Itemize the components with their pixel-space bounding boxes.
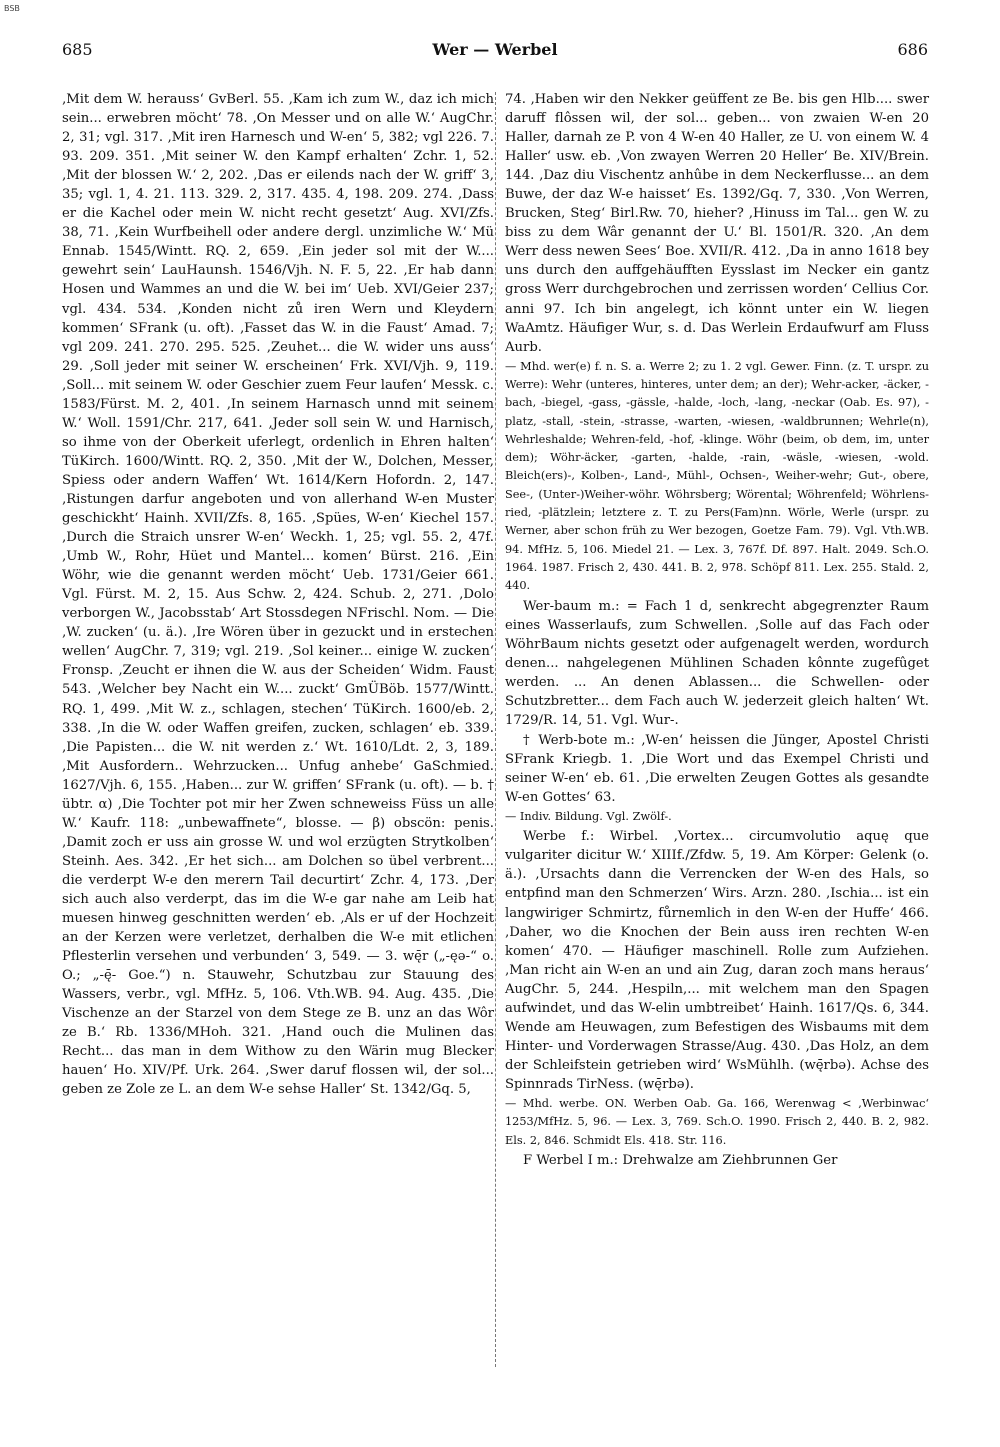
entry-werbe: Werbe f.: Wirbel. ‚Vortex... circumvolutio aquę que vulgariter dicitur W.‘ XIIIf./Zfdw. 5, 19. Am Körper: Gelenk (o. ä.). ‚Ursachts dann die Verrencken der W-en des Hals, so entpfind man den Schmerzen‘ Wirs. Arzn. 280. ‚Ischia... ist ein langwiriger Schmirtz, fůrnemlich in den W-en der Huffe‘ 466. ‚Daher, wo die Knochen der Bein auss iren rechten W-en komen‘ 470. — Häufiger maschinell. Rolle zum Aufziehen. ‚Man richt ain W-en an und ain Zug, daran zoch mans heraus‘ AugChr. 5, 244. ‚Hespiln,... mit welchem man den Spagen aufwindet, und das W-elin umbtreibet‘ Hainh. 1617/Qs. 6, 344. Wende am Heuwagen, zum Befestigen des Wisbaums mit dem Hinter- und Vorderwagen Strasse/Aug. 430. ‚Das Holz, an dem der Schleifstein getrieben wird‘ WsMühlh. (wę̄rbə). Achse des Spinnrads TirNess. (wę̄rbə). [505, 829, 929, 1092]
right-page-number: 686 [897, 40, 928, 59]
entry-werbe-etymology: — Mhd. werbe. ON. Werben Oab. Ga. 166, Werenwag < ‚Werbinwac‘ 1253/MfHz. 5, 96. — Lex. 3, 769. Sch.O. 1990. Frisch 2, 440. B. 2, 982. Els. 2, 846. Schmidt Els. 418. Str. 116. [505, 1096, 929, 1147]
entry-wer-continuation: 74. ‚Haben wir den Nekker geüffent ze Be. bis gen Hlb.... swer daruff flôssen wil, der sol... geben... von zwaien W-en 20 Haller, darnah ze P. von 4 W-en 40 Haller, ze U. von einem W. 4 Haller‘ usw. eb. ‚Von zwayen Werren 20 Heller‘ Be. XIV/Brein. 144. ‚Daz diu Vischentz anhûbe in dem Neckerflusse... an dem Buwe, der daz W-e haisset‘ Es. 1392/Gq. 7, 330. ‚Von Werren, Brucken, Steg‘ Birl.Rw. 70, hieher? ‚Hinuss im Tal... gen W. zu biss zu dem Wâr genannt der U.‘ Bl. 1501/R. 320. ‚An dem Werr dess newen Sees‘ Boe. XVII/R. 412. ‚Da in anno 1618 bey uns durch den auffgehäufften Eysslast im Necker ein gantz gross Werr durchgebrochen und zerrissen worden‘ Cellius Cor. anni 97. Ich bin angelegt, ich könnt unter ein W. liegen WaAmtz. Häufiger Wur, s. d. Das Werlein Erdaufwurf am Fluss Aurb. [505, 92, 929, 355]
entry-werbbote-etymology: — Indiv. Bildung. Vgl. Zwölf-. [505, 810, 672, 824]
library-stamp: BSB [4, 4, 20, 13]
left-column [62, 90, 494, 1100]
right-column [505, 90, 929, 1171]
left-column-text: ‚Mit dem W. herauss‘ GvBerl. 55. ‚Kam ich zum W., daz ich mich sein... erwebren möcht‘ 78. ‚On Messer und on alle W.‘ AugChr. 2, 31; vgl. 317. ‚Mit iren Harnesch und W-en‘ 5, 382; vgl 226. 7. 93. 209. 351. ‚Mit seiner W. den Kampf erhalten‘ Zchr. 1, 52. ‚Mit der blossen W.‘ 2, 202. ‚Das er eilends nach der W. griff‘ 3, 35; vgl. 1, 4. 21. 113. 329. 2, 317. 435. 4, 198. 209. 274. ‚Dass er die Kachel oder mein W. nicht recht gesetzt‘ Aug. XVI/Zfs. 38, 71. ‚Kein Wurfbeihell oder andere dergl. unzimliche W.‘ Mü Ennab. 1545/Wintt. RQ. 2, 659. ‚Ein jeder sol mit der W.... gewehrt sein‘ LauHaunsh. 1546/Vjh. N. F. 5, 22. ‚Er hab dann Hosen und Wammes an und die W. bei im‘ Ueb. XVI/Geier 237; vgl. 434. 534. ‚Konden nicht zů iren Wern und Kleydern kommen‘ SFrank (u. oft). ‚Fasset das W. in die Faust‘ Amad. 7; vgl 209. 241. 270. 295. 525. ‚Zeuhet... die W. wider uns auss‘ 29. ‚Soll jeder mit seiner W. erscheinen‘ Frk. XVI/Vjh. 9, 119. ‚Soll... mit seinem W. oder Geschier zuem Feur laufen‘ Messk. c. 1583/Fürst. M. 2, 401. ‚In seinem Harnasch unnd mit seinem W.‘ Woll. 1591/Chr. 217, 641. ‚Jeder soll sein W. und Harnisch, so ihme von der Oberkeit uferlegt, ordenlich in Ehren halten‘ TüKirch. 1600/Wintt. RQ. 2, 350. ‚Mit der W., Dolchen, Messer, Spiess oder andern Waffen‘ Wt. 1614/Kern Hofordn. 2, 147. ‚Ristungen darfur angeboten und von allerhand W-en Muster geschickht‘ Hainh. XVII/Zfs. 8, 165. ‚Spües, W-en‘ Kiechel 157. ‚Durch die Straich unsrer W-en‘ Weckh. 1, 25; vgl. 55. 2, 47f. ‚Umb W., Rohr, Hüet und Mantel... komen‘ Bürst. 216. ‚Ein Wöhr, wie die genannt werden möcht‘ Ueb. 1731/Geier 661. Vgl. Fürst. M. 2, 15. Aus Schw. 2, 424. Schub. 2, 271. ‚Dolo verborgen W., Jacobsstab‘ Art Stossdegen NFrischl. Nom. — Die ‚W. zucken‘ (u. ä.). ‚Ire Wören über in gezuckt und in erstechen wellen‘ AugChr. 7, 319; vgl. 219. ‚Sol keiner... einige W. zucken‘ Fronsp. ‚Zeucht er ihnen die W. aus der Scheiden‘ Widm. Faust 543. ‚Welcher bey Nacht ein W.... zuckt‘ GmÜBöb. 1577/Wintt. RQ. 1, 499. ‚Mit W. z., schlagen, stechen‘ TüKirch. 1600/eb. 2, 338. ‚In die W. oder Waffen greifen, zucken, schlagen‘ eb. 339. ‚Die Papisten... die W. nit werden z.‘ Wt. 1610/Ldt. 2, 3, 189. ‚Mit Ausfordern.. Wehrzucken... Unfug anhebe‘ GaSchmied. 1627/Vjh. 6, 155. ‚Haben... zur W. griffen‘ SFrank (u. oft). — b. † übtr. α) ‚Die Tochter pot mir her Zwen schneweiss Füss un alle W.‘ Kaufr. 118: „unbewaffnete“, blosse. — β) obscön: penis. ‚Damit zoch er uss ain grosse W. und wol erzügten Strytkolben‘ Steinh. Aes. 342. ‚Er het sich... am Dolchen so übel verbrent... die verderpt W-e den merern Tail decurtirt‘ Zchr. 4, 173. ‚Der sich auch also verderpt, das im die W-e gar nahe am Leib hat muesen hinweg geschnitten werden‘ eb. ‚Als er uf der Hochzeit an der Kerzen were verletzet, derhalben die W-e mit etlichen Pflesterlin versehen und verbunden‘ 3, 549. — 3. wę̄r („-ęə-“ o. O.; „-ę̄- Goe.“) n. Stauwehr, Schutzbau zur Stauung des Wassers, verbr., vgl. MfHz. 5, 106. Vth.WB. 94. Aug. 435. ‚Die Vischenze an der Starzel von dem Stege ze B. unz an das Wôr ze B.‘ Rb. 1336/MHoh. 321. ‚Hand ouch die Mulinen das Recht... das man in dem Withow zu den Wärin mug Blecker hauen‘ Ho. XIV/Pf. Urk. 264. ‚Swer daruf flossen wil, der sol... geben ze Zole ze L. an dem W-e sehse Haller‘ St. 1342/Gq. 5, [62, 92, 494, 1098]
entry-werbel: F Werbel I m.: Drehwalze am Ziehbrunnen Ger [523, 1152, 838, 1168]
page-header [62, 40, 928, 66]
entry-wer-etymology: — Mhd. wer(e) f. n. S. a. Werre 2; zu 1. 2 vgl. Gewer. Finn. (z. T. urspr. zu Werre): Wehr (unteres, hinteres, unter dem; an der); Wehr-acker, -äcker, -bach, -biegel, -gass, -gässle, -halde, -loch, -lang, -neckar (Oab. Es. 97), -platz, -stall, -stein, -strasse, -warten, -wiesen, -waldbrunnen; Wehrle(n), Wehrleshalde; Wehren-feld, -hof, -klinge. Wöhr (beim, ob dem, im, unter dem); Wöhr-äcker, -garten, -halde, -rain, -wäsle, -wiesen, -wold. Bleich(ers)-, Kolben-, Land-, Mühl-, Ochsen-, Weiher-wehr; Gut-, obere, See-, (Unter-)Weiher-wöhr. Wöhrsberg; Wörental; Wöhrenfeld; Wöhrlens-ried, -plätzlein; letztere z. T. zu Pers(Fam)nn. Wörle, Werle (urspr. zu Werner, aber schon früh zu Wer bezogen, Goetze Fam. 79). Vgl. Vth.WB. 94. MfHz. 5, 106. Miedel 21. — Lex. 3, 767f. Df. 897. Halt. 2049. Sch.O. 1964. 1987. Frisch 2, 430. 441. B. 2, 978. Schöpf 811. Lex. 255. Stald. 2, 440. [505, 359, 929, 593]
entry-werbbote: † Werb-bote m.: ‚W-en‘ heissen die Jünger, Apostel Christi SFrank Kriegb. 1. ‚Die Wort und das Exempel Christi und seiner W-en‘ eb. 61. ‚Die erwelten Zeugen Gottes als gesandte W-en Gottes‘ 63. [505, 732, 929, 805]
left-page-number: 685 [62, 40, 93, 59]
column-divider [495, 92, 496, 1367]
entry-werbaum: Wer-baum m.: = Fach 1 d, senkrecht abgegrenzter Raum eines Wasserlaufs, zum Schwellen. ‚Solle auf das Fach oder WöhrBaum nichts gesetzt oder aufgenagelt werden, wordurch denen... nahgelegenen Mühlinen Schaden kônnte zugefûget werden. ... An denen Ablassen... die Schwellen- oder Schutzbretter... dem Fach auch W. jederzeit gleich halten‘ Wt. 1729/R. 14, 51. Vgl. Wur-. [505, 598, 929, 728]
running-head: Wer — Werbel [432, 40, 558, 59]
